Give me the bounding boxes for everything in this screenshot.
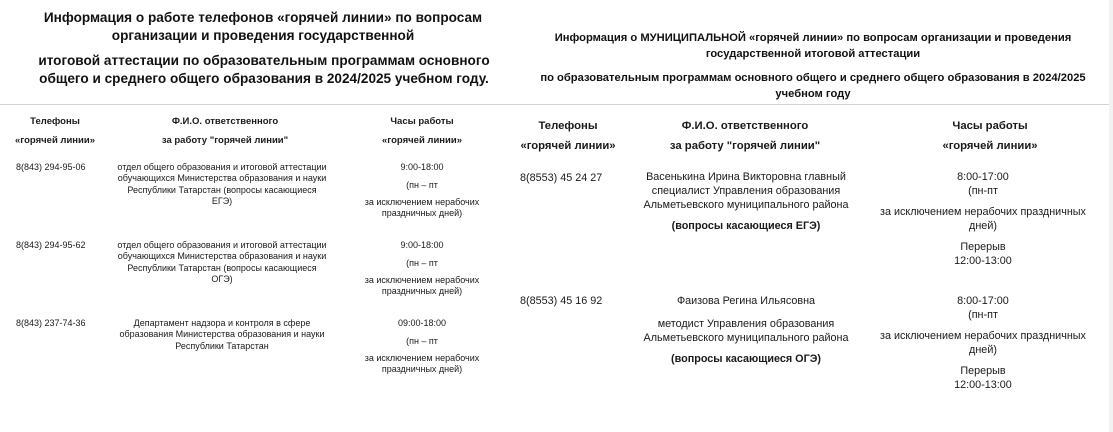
right-header-person bbox=[630, 119, 860, 153]
right-header-phones-line1: Телефоны bbox=[538, 120, 598, 132]
left-row-2-hours bbox=[352, 240, 492, 297]
right-row-1-person-name: Васенькина Ирина Викторовна главный специалист Управления образования Альметьевского муниципального района bbox=[643, 171, 849, 211]
right-header-hours-line2: «горячей линии» bbox=[942, 140, 1038, 152]
right-header-phones-line2: «горячей линии» bbox=[520, 140, 616, 152]
right-row-2-hours bbox=[866, 294, 1100, 392]
page-edge bbox=[1109, 0, 1113, 432]
right-row-2-person bbox=[630, 294, 862, 366]
right-row-1-hours-note: за исключением нерабочих праздничных дней) bbox=[880, 206, 1086, 232]
right-row-2-hours-days: (пн-пт bbox=[968, 309, 998, 321]
right-header-phones bbox=[508, 119, 628, 153]
left-row-1-hours-days: (пн – пт bbox=[406, 180, 438, 191]
left-row-1-person: отдел общего образования и итоговой аттестации обучающихся Министерства образования и науки Республики Татарстан (вопросы касающиеся ЕГЭ) bbox=[117, 162, 327, 206]
left-header-person bbox=[120, 116, 330, 147]
right-row-1-hours-days: (пн-пт bbox=[968, 185, 998, 197]
right-row-2-person-role: методист Управления образования Альметьевского муниципального района bbox=[643, 318, 849, 344]
right-row-1-person bbox=[630, 170, 862, 233]
left-row-1-phone: 8(843) 294-95-06 bbox=[16, 162, 86, 172]
right-header-person-line1: Ф.И.О. ответственного bbox=[681, 120, 809, 132]
right-header-hours bbox=[900, 119, 1080, 153]
right-title-part-2: по образовательным программам основного общего и среднего общего образования в 2024/2025 учебном году bbox=[540, 72, 1086, 100]
left-header-hours-line1: Часы работы bbox=[390, 116, 454, 127]
right-row-1-person-note: (вопросы касающиеся ЕГЭ) bbox=[671, 220, 821, 232]
left-row-3-hours-note: за исключением нерабочих праздничных дней) bbox=[364, 352, 480, 374]
right-row-1-hours-time: 8:00-17:00 bbox=[957, 171, 1009, 183]
right-row-2-person-name: Фаизова Регина Ильясовна bbox=[676, 295, 816, 307]
right-row-2-phone: 8(8553) 45 16 92 bbox=[520, 295, 603, 307]
left-header-phones bbox=[0, 116, 110, 147]
left-row-1-hours-time: 9:00-18:00 bbox=[400, 162, 444, 172]
right-row-2-hours-note: за исключением нерабочих праздничных дней) bbox=[880, 330, 1086, 356]
left-row-2-phone: 8(843) 294-95-62 bbox=[16, 240, 86, 250]
right-row-2-break-time: 12:00-13:00 bbox=[954, 379, 1012, 391]
left-row-1-hours-note: за исключением нерабочих праздничных дней) bbox=[364, 196, 480, 218]
left-row-1-hours bbox=[352, 162, 492, 219]
right-row-1-hours bbox=[866, 170, 1100, 268]
left-row-3-hours-time: 09:00-18:00 bbox=[397, 318, 447, 328]
left-row-3-phone: 8(843) 237-74-36 bbox=[16, 318, 86, 328]
left-title-part-1: Информация о работе телефонов «горячей линии» по вопросам организации и проведения государственной bbox=[43, 10, 483, 43]
left-row-3-hours bbox=[352, 318, 492, 375]
right-row-1-phone: 8(8553) 45 24 27 bbox=[520, 172, 603, 184]
left-row-2-hours-days: (пн – пт bbox=[406, 258, 438, 269]
left-header-hours bbox=[352, 116, 492, 147]
left-row-2-hours-note: за исключением нерабочих праздничных дней) bbox=[364, 274, 480, 296]
left-header-phones-line2: «горячей линии» bbox=[15, 135, 95, 146]
divider-line bbox=[0, 104, 1113, 105]
right-header-hours-line1: Часы работы bbox=[952, 120, 1028, 132]
left-header-person-line1: Ф.И.О. ответственного bbox=[171, 116, 279, 127]
left-header-hours-line2: «горячей линии» bbox=[382, 135, 462, 146]
left-header-person-line2: за работу "горячей линии" bbox=[161, 135, 289, 146]
left-row-3-hours-days: (пн – пт bbox=[406, 336, 438, 347]
right-row-1-break-label: Перерыв bbox=[960, 241, 1006, 253]
left-header-phones-line1: Телефоны bbox=[30, 116, 80, 127]
right-row-2-person-note: (вопросы касающиеся ОГЭ) bbox=[671, 353, 821, 365]
left-row-2-person: отдел общего образования и итоговой аттестации обучающихся Министерства образования и науки Республики Татарстан (вопросы касающиеся ОГЭ) bbox=[117, 240, 327, 284]
left-row-3-person: Департамент надзора и контроля в сфере образования Министерства образования и науки Республики Татарстан bbox=[119, 318, 325, 351]
right-row-2-hours-time: 8:00-17:00 bbox=[957, 295, 1009, 307]
left-title-part-2: итоговой аттестации по образовательным программам основного общего и среднего общего образования в 2024/2025 учебном году. bbox=[38, 53, 490, 86]
right-title-part-1: Информация о МУНИЦИПАЛЬНОЙ «горячей линии» по вопросам организации и проведения государственной итоговой аттестации bbox=[554, 32, 1072, 60]
right-row-1-break-time: 12:00-13:00 bbox=[954, 255, 1012, 267]
left-row-2-hours-time: 9:00-18:00 bbox=[400, 240, 444, 250]
right-row-2-break-label: Перерыв bbox=[960, 365, 1006, 377]
right-header-person-line2: за работу "горячей линии" bbox=[669, 140, 821, 152]
